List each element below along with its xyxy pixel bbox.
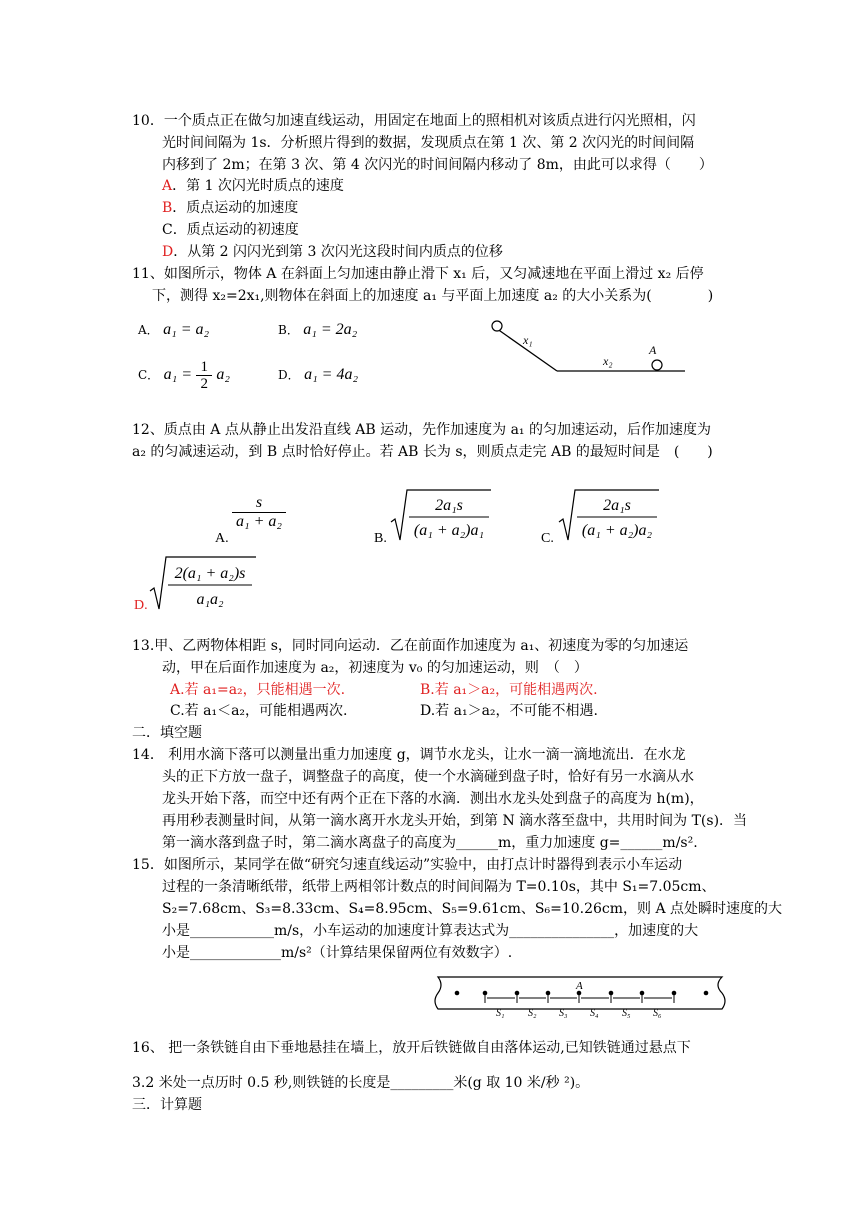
q14-line-5: 第一滴水落到盘子时，第二滴水离盘子的高度为______m，重力加速度 g=______m/s². xyxy=(162,835,698,851)
q11-option-b: B． a₁ = 2a₂ xyxy=(278,321,358,338)
q10-stem-line-1: 10．一个质点正在做匀加速直线运动，用固定在地面上的照相机对该质点进行闪光照相，闪 xyxy=(132,113,696,129)
q14-line-3: 龙头开始下落，而空中还有两个正在下落的水滴．测出水龙头处到盘子的高度为 h(m)， xyxy=(162,791,704,807)
tape-label-s3: S₃ xyxy=(559,1008,568,1019)
svg-text:2a₁s: 2a₁s xyxy=(435,497,463,514)
q12-stem-line-2: a₂ 的匀减速运动，到 B 点时恰好停止。若 AB 长为 s，则质点走完 AB 的最短时间是 ( ) xyxy=(132,444,713,460)
q16-line-1: 16、 把一条铁链自由下垂地悬挂在墙上，放开后铁链做自由落体运动,已知铁链通过悬点下 xyxy=(132,1040,691,1056)
q15-line-3: S₂=7.68cm、S₃=8.33cm、S₄=8.95cm、S₅=9.61cm、S₆=10.26cm，则 A 点处瞬时速度的大 xyxy=(162,901,783,917)
q12-option-c-sqrt xyxy=(557,488,661,544)
q10-option-b: B．质点运动的加速度 xyxy=(162,200,299,216)
q12-option-a-expr: $\frac{s}{\text{a₁ + a₂}}$ xyxy=(232,494,286,531)
q12-label-a: A. xyxy=(215,531,229,546)
q13-stem-line-2: 动，甲在后面作加速度为 a₂，初速度为 v₀ 的匀加速运动，则 （ ） xyxy=(162,660,588,676)
q12-option-d-sqrt xyxy=(148,555,258,613)
fig-label-x1: x₁ xyxy=(523,333,533,347)
q10-stem-line-3: 内移到了 2m；在第 3 次、第 4 次闪光的时间间隔内移动了 8m，由此可以求得（ ） xyxy=(162,157,713,173)
q11-stem-line-1: 11、如图所示，物体 A 在斜面上匀加速由静止滑下 x₁ 后，又匀减速地在平面上滑过 x₂ 后停 xyxy=(132,266,704,282)
q15-line-5: 小是_____________m/s²（计算结果保留两位有效数字）. xyxy=(162,945,513,961)
q15-line-2: 过程的一条清晰纸带，纸带上两相邻计数点的时间间隔为 T=0.10s，其中 S₁=7.05cm、 xyxy=(162,879,716,895)
q10-option-c: C．质点运动的初速度 xyxy=(162,222,299,238)
q14-line-4: 再用秒表测量时间，从第一滴水离开水龙头开始，到第 N 滴水落至盘中，共用时间为 T(s)．当 xyxy=(162,813,748,829)
q12-label-d: D. xyxy=(134,598,148,613)
q10-option-a: A．第 1 次闪光时质点的速度 xyxy=(162,178,344,194)
svg-text:a₁a₂: a₁a₂ xyxy=(196,591,224,608)
tape-label-s1: S₁ xyxy=(496,1008,505,1019)
q12-label-c: C. xyxy=(541,531,554,546)
q10-stem-line-2: 光时间间隔为 1s．分析照片得到的数据，发现质点在第 1 次、第 2 次闪光的时间间隔 xyxy=(162,135,695,151)
svg-text:(a₁ + a₂)a₁: (a₁ + a₂)a₁ xyxy=(413,522,485,539)
tape-label-s2: S₂ xyxy=(528,1008,537,1019)
section-fill-in-heading: 二．填空题 xyxy=(132,725,202,741)
q12-option-b-sqrt xyxy=(389,488,493,544)
tape-label-s6: S₆ xyxy=(653,1008,662,1019)
fig-label-x2: x₂ xyxy=(603,354,613,368)
q13-option-d: D.若 a₁＞a₂，不可能不相遇. xyxy=(420,703,598,719)
q13-option-a: A.若 a₁=a₂，只能相遇一次. xyxy=(170,682,346,698)
q10-option-d: D．从第 2 闪闪光到第 3 次闪光这段时间内质点的位移 xyxy=(162,244,503,260)
block-start-circle xyxy=(492,321,502,331)
q13-stem-line-1: 13.甲、乙两物体相距 s，同时同向运动．乙在前面作加速度为 a₁、初速度为零的匀加速运 xyxy=(132,638,689,654)
svg-text:(a₁ + a₂)a₂: (a₁ + a₂)a₂ xyxy=(581,522,653,539)
q12-stem-line-1: 12、质点由 A 点从静止出发沿直线 AB 运动，先作加速度为 a₁ 的匀加速运动，后作加速度为 xyxy=(132,422,711,438)
q11-stem-line-2: 下，测得 x₂=2x₁,则物体在斜面上的加速度 a₁ 与平面上加速度 a₂ 的大小关系为( ) xyxy=(152,288,714,304)
q14-line-2: 头的正下方放一盘子，调整盘子的高度，使一个水滴碰到盘子时，恰好有另一水滴从水 xyxy=(162,769,694,785)
section-calculation-heading: 三．计算题 xyxy=(132,1097,202,1113)
q11-option-d: D． a₁ = 4a₂ xyxy=(278,366,358,383)
q11-option-c: C． a₁ = $\frac{1}{2}$ a₂ xyxy=(138,358,230,392)
q15-ticker-tape-figure xyxy=(430,973,730,1023)
tape-label-A: A xyxy=(576,980,583,992)
svg-text:2(a₁ + a₂)s: 2(a₁ + a₂)s xyxy=(174,565,246,582)
fig-label-A: A xyxy=(649,343,657,357)
q11-incline-figure xyxy=(485,318,690,378)
q15-line-4: 小是____________m/s，小车运动的加速度计算表达式为_______________，加速度的大 xyxy=(162,923,699,939)
q13-option-c: C.若 a₁＜a₂，可能相遇两次. xyxy=(170,703,348,719)
svg-text:2a₁s: 2a₁s xyxy=(603,497,631,514)
q13-option-b: B.若 a₁＞a₂，可能相遇两次. xyxy=(420,682,598,698)
q11-option-a: A． a₁ = a₂ xyxy=(138,321,210,338)
q14-line-1: 14． 利用水滴下落可以测量出重力加速度 g，调节水龙头，让水一滴一滴地流出．在水龙 xyxy=(132,747,686,763)
q16-line-2: 3.2 米处一点历时 0.5 秒,则铁链的长度是_________米(g 取 10 米/秒 ²)。 xyxy=(132,1075,590,1091)
tape-label-s5: S₅ xyxy=(622,1008,631,1019)
block-end-circle xyxy=(652,360,662,370)
q12-label-b: B. xyxy=(374,531,387,546)
q15-line-1: 15．如图所示，某同学在做“研究匀速直线运动”实验中，由打点计时器得到表示小车运动 xyxy=(132,857,683,873)
tape-label-s4: S₄ xyxy=(590,1008,599,1019)
